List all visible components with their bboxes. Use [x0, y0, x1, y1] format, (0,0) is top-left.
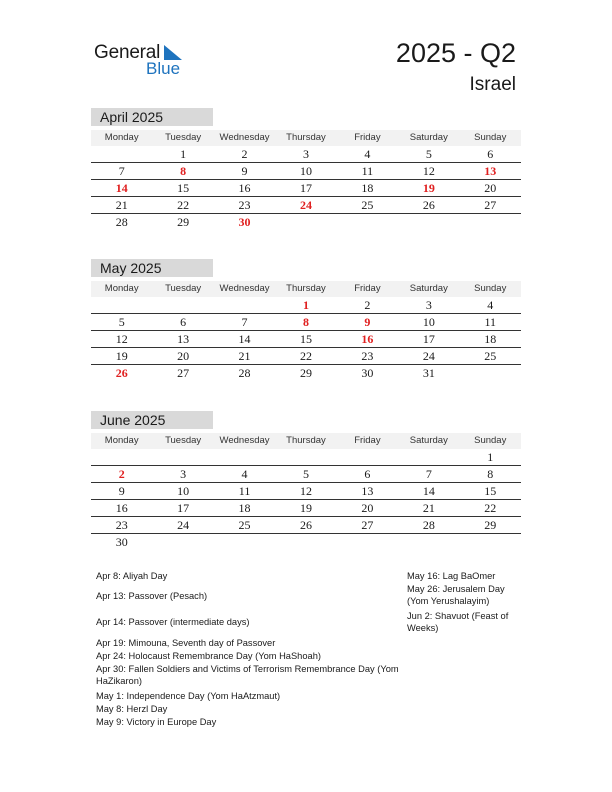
- day-cell: 8: [487, 467, 494, 481]
- day-cell: 24: [422, 349, 435, 363]
- day-cell: 14: [238, 332, 251, 346]
- month-may: [91, 259, 521, 381]
- day-cell: 23: [115, 518, 128, 532]
- day-cell: 13: [361, 484, 374, 498]
- day-cell: 5: [425, 147, 432, 161]
- holiday-date: 19: [422, 181, 435, 195]
- day-cell: 5: [302, 467, 309, 481]
- weekday-label: Sunday: [474, 132, 507, 143]
- day-cell: 9: [241, 164, 248, 178]
- weekday-label: Sunday: [474, 435, 507, 446]
- day-cell: 4: [487, 298, 494, 312]
- day-cell: 11: [484, 315, 497, 329]
- day-cell: 20: [361, 501, 374, 515]
- day-cell: 13: [177, 332, 190, 346]
- weekday-label: Saturday: [409, 283, 448, 294]
- week-row: [91, 517, 521, 534]
- day-cell: 30: [115, 535, 128, 549]
- holiday-note: May 8: Herzl Day: [96, 704, 168, 714]
- day-cell: 18: [361, 181, 374, 195]
- day-cell: 25: [238, 518, 251, 532]
- day-cell: 1: [180, 147, 187, 161]
- weekday-header-row: [91, 130, 521, 146]
- week-row: [91, 180, 521, 197]
- day-cell: 29: [177, 215, 190, 229]
- day-cell: [91, 449, 152, 465]
- weekday-label: Tuesday: [165, 132, 202, 143]
- month-june: [91, 411, 521, 550]
- day-cell: 20: [177, 349, 190, 363]
- weekday-header-row: [91, 433, 521, 449]
- month-title: June 2025: [91, 411, 213, 429]
- week-row: [91, 331, 521, 348]
- weekday-label: Tuesday: [165, 435, 202, 446]
- weekday-label: Monday: [104, 435, 139, 446]
- holiday-date: 13: [484, 164, 497, 178]
- day-cell: 31: [422, 366, 435, 380]
- holiday-note: Apr 8: Aliyah Day: [96, 571, 168, 581]
- day-cell: 7: [118, 164, 125, 178]
- day-cell: 7: [241, 315, 248, 329]
- weekday-label: Friday: [354, 435, 381, 446]
- month-title: May 2025: [91, 259, 213, 277]
- day-cell: 22: [299, 349, 312, 363]
- holiday-note: May 26: Jerusalem Day (Yom Yerushalayim): [407, 584, 505, 606]
- logo-blue-text: Blue: [146, 59, 181, 78]
- day-cell: 19: [299, 501, 312, 515]
- holiday-date: 2: [118, 467, 125, 481]
- holiday-date: 24: [299, 198, 312, 212]
- day-cell: 18: [484, 332, 497, 346]
- day-cell: 26: [422, 198, 435, 212]
- week-row: [91, 348, 521, 365]
- weekday-label: Thursday: [286, 435, 326, 446]
- day-cell: 12: [115, 332, 128, 346]
- day-cell: [337, 449, 398, 465]
- holiday-note: May 1: Independence Day (Yom HaAtzmaut): [96, 691, 281, 701]
- day-cell: 10: [422, 315, 435, 329]
- day-cell: 15: [299, 332, 312, 346]
- week-row: [91, 500, 521, 517]
- week-row: [91, 297, 521, 314]
- holiday-date: 8: [180, 164, 187, 178]
- day-cell: 15: [177, 181, 190, 195]
- day-cell: [214, 534, 275, 550]
- holiday-note: Apr 30: Fallen Soldiers and Victims of Terrorism Remembrance Day (Yom HaZikaron): [96, 664, 399, 686]
- day-cell: 20: [484, 181, 497, 195]
- day-cell: 28: [115, 215, 128, 229]
- day-cell: [398, 214, 459, 230]
- day-cell: 19: [115, 349, 128, 363]
- day-cell: [275, 214, 336, 230]
- day-cell: 26: [299, 518, 312, 532]
- day-cell: 7: [425, 467, 432, 481]
- day-cell: 5: [118, 315, 125, 329]
- holiday-date: 8: [302, 315, 309, 329]
- holiday-note: Apr 19: Mimouna, Seventh day of Passover: [96, 638, 276, 648]
- holiday-date: 26: [115, 366, 128, 380]
- day-cell: [214, 449, 275, 465]
- day-cell: 16: [238, 181, 251, 195]
- logo-triangle-icon: [164, 45, 182, 60]
- day-cell: 24: [177, 518, 190, 532]
- holiday-note: Apr 14: Passover (intermediate days): [96, 617, 250, 627]
- weekday-label: Sunday: [474, 283, 507, 294]
- day-cell: 4: [241, 467, 248, 481]
- day-cell: 21: [115, 198, 128, 212]
- day-cell: 1: [487, 450, 494, 464]
- day-cell: 9: [118, 484, 125, 498]
- weekday-label: Thursday: [286, 132, 326, 143]
- weekday-label: Thursday: [286, 283, 326, 294]
- day-cell: 16: [115, 501, 128, 515]
- day-cell: 2: [364, 298, 371, 312]
- weekday-label: Saturday: [409, 435, 448, 446]
- holiday-note: May 16: Lag BaOmer: [407, 571, 496, 581]
- day-cell: 17: [422, 332, 435, 346]
- day-cell: 3: [302, 147, 309, 161]
- logo: [94, 40, 194, 80]
- weekday-label: Tuesday: [165, 283, 202, 294]
- day-cell: 12: [299, 484, 312, 498]
- weekday-label: Monday: [104, 132, 139, 143]
- day-cell: [91, 297, 152, 313]
- month-title: April 2025: [91, 108, 213, 126]
- month-april: [91, 108, 521, 230]
- day-cell: 30: [361, 366, 374, 380]
- week-row: [91, 534, 521, 550]
- weekday-label: Wednesday: [219, 132, 270, 143]
- day-cell: 12: [422, 164, 435, 178]
- day-cell: [214, 297, 275, 313]
- week-row: [91, 314, 521, 331]
- holiday-note: May 9: Victory in Europe Day: [96, 717, 217, 727]
- week-row: [91, 197, 521, 214]
- day-cell: [152, 534, 213, 550]
- day-cell: 27: [177, 366, 190, 380]
- day-cell: 27: [361, 518, 374, 532]
- holiday-date: 16: [361, 332, 374, 346]
- day-cell: 17: [299, 181, 312, 195]
- week-row: [91, 466, 521, 483]
- day-cell: 27: [484, 198, 497, 212]
- day-cell: 23: [238, 198, 251, 212]
- week-row: [91, 449, 521, 466]
- holiday-date: 30: [238, 215, 251, 229]
- day-cell: 28: [422, 518, 435, 532]
- week-row: [91, 365, 521, 381]
- week-row: [91, 214, 521, 230]
- day-cell: [398, 449, 459, 465]
- day-cell: 3: [180, 467, 187, 481]
- day-cell: [91, 146, 152, 162]
- day-cell: [275, 449, 336, 465]
- day-cell: [337, 214, 398, 230]
- holiday-note: Jun 2: Shavuot (Feast of Weeks): [407, 611, 509, 633]
- weekday-label: Friday: [354, 132, 381, 143]
- day-cell: 4: [364, 147, 371, 161]
- weekday-label: Monday: [104, 283, 139, 294]
- day-cell: 14: [422, 484, 435, 498]
- week-row: [91, 163, 521, 180]
- day-cell: 18: [238, 501, 251, 515]
- day-cell: 22: [484, 501, 497, 515]
- page-title: 2025 - Q2: [395, 38, 516, 68]
- day-cell: [152, 449, 213, 465]
- day-cell: 2: [241, 147, 248, 161]
- day-cell: 10: [177, 484, 190, 498]
- day-cell: 11: [238, 484, 251, 498]
- day-cell: [275, 534, 336, 550]
- day-cell: 23: [361, 349, 374, 363]
- holiday-note: Apr 24: Holocaust Remembrance Day (Yom HaShoah): [96, 651, 321, 661]
- day-cell: 21: [238, 349, 251, 363]
- weekday-label: Friday: [354, 283, 381, 294]
- day-cell: [337, 534, 398, 550]
- holiday-note: Apr 13: Passover (Pesach): [96, 591, 208, 601]
- weekday-label: Wednesday: [219, 283, 270, 294]
- day-cell: [398, 534, 459, 550]
- day-cell: [460, 534, 521, 550]
- day-cell: [460, 365, 521, 381]
- day-cell: 25: [361, 198, 374, 212]
- day-cell: 29: [484, 518, 497, 532]
- weekday-label: Saturday: [409, 132, 448, 143]
- holiday-date: 1: [302, 298, 309, 312]
- country-name: Israel: [469, 74, 516, 95]
- day-cell: 29: [299, 366, 312, 380]
- holiday-date: 9: [364, 315, 371, 329]
- holiday-date: 14: [115, 181, 128, 195]
- day-cell: 25: [484, 349, 497, 363]
- day-cell: 6: [180, 315, 187, 329]
- day-cell: 15: [484, 484, 497, 498]
- day-cell: 11: [361, 164, 374, 178]
- day-cell: 17: [177, 501, 190, 515]
- day-cell: 21: [422, 501, 435, 515]
- day-cell: 22: [177, 198, 190, 212]
- weekday-label: Wednesday: [219, 435, 270, 446]
- week-row: [91, 483, 521, 500]
- day-cell: 6: [364, 467, 371, 481]
- day-cell: 28: [238, 366, 251, 380]
- day-cell: [460, 214, 521, 230]
- day-cell: [152, 297, 213, 313]
- logo-general-text: General: [94, 42, 161, 63]
- week-row: [91, 146, 521, 163]
- day-cell: 6: [487, 147, 494, 161]
- day-cell: 10: [299, 164, 312, 178]
- weekday-header-row: [91, 281, 521, 297]
- day-cell: 3: [425, 298, 432, 312]
